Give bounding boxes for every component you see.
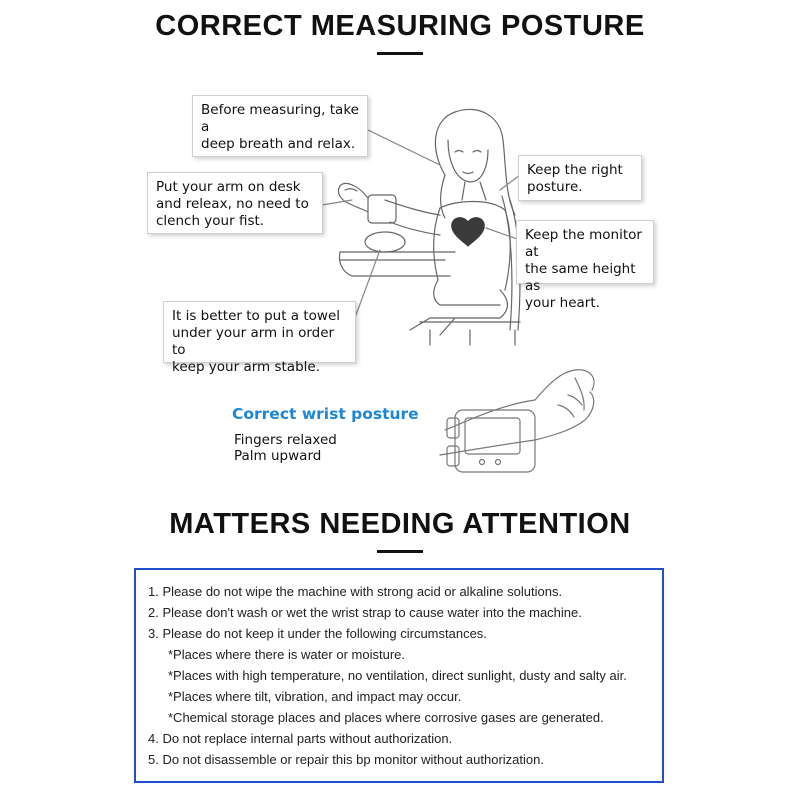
callout-line: posture.	[527, 179, 583, 195]
list-subitem: *Chemical storage places and places where corrosive gases are generated.	[168, 710, 604, 725]
list-subitem: *Places with high temperature, no ventilation, direct sunlight, dusty and salty air.	[168, 668, 627, 683]
callout-line: Put your arm on desk	[156, 179, 301, 195]
title-underline	[377, 550, 423, 553]
callout-line: Keep the right	[527, 162, 623, 178]
list-item: 2. Please don't wash or wet the wrist strap to cause water into the machine.	[148, 605, 582, 620]
callout-line: Before measuring, take a	[201, 102, 359, 135]
callout-line: Keep the monitor at	[525, 227, 642, 260]
callout-line: under your arm in order to	[172, 325, 335, 358]
list-item: 5. Do not disassemble or repair this bp monitor without authorization.	[148, 752, 544, 767]
callout-line: keep your arm stable.	[172, 359, 320, 375]
callout-line: deep breath and relax.	[201, 136, 356, 152]
callout-line: and releax, no need to	[156, 196, 309, 212]
callout-line: the same height as	[525, 261, 636, 294]
wrist-posture-line: Palm upward	[234, 448, 322, 464]
section-title-attention: MATTERS NEEDING ATTENTION	[169, 508, 631, 540]
callout-line: your heart.	[525, 295, 600, 311]
section-title-posture: CORRECT MEASURING POSTURE	[155, 10, 645, 42]
wrist-posture-title: Correct wrist posture	[232, 405, 419, 423]
list-subitem: *Places where there is water or moisture.	[168, 647, 405, 662]
list-item: 4. Do not replace internal parts without authorization.	[148, 731, 453, 746]
callout-line: clench your fist.	[156, 213, 265, 229]
list-subitem: *Places where tilt, vibration, and impact may occur.	[168, 689, 462, 704]
heart-icon	[452, 218, 484, 246]
wrist-monitor-illustration	[440, 370, 594, 472]
list-item: 1. Please do not wipe the machine with strong acid or alkaline solutions.	[148, 584, 563, 599]
callout-arm-on-desk	[147, 172, 323, 234]
callout-deep-breath	[192, 95, 368, 157]
callout-right-posture	[518, 155, 642, 201]
callout-towel	[163, 301, 356, 375]
list-item: 3. Please do not keep it under the following circumstances.	[148, 626, 487, 641]
wrist-posture-line: Fingers relaxed	[234, 432, 337, 448]
callout-line: It is better to put a towel	[172, 308, 341, 324]
callout-monitor-height	[516, 220, 654, 311]
attention-list-box	[134, 568, 664, 783]
